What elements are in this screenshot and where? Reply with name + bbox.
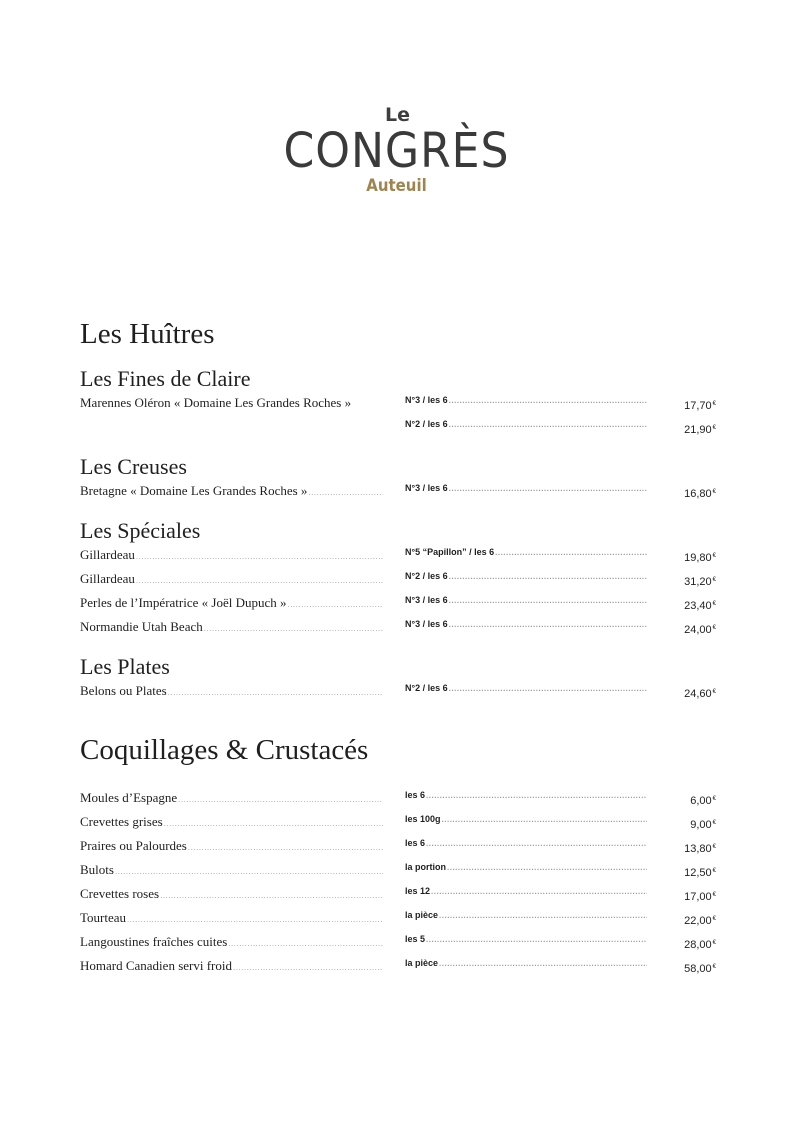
item-name: Perles de l’Impératrice « Joël Dupuch » <box>80 595 287 610</box>
dot-leader <box>495 548 647 557</box>
item-size-cell <box>405 886 647 904</box>
item-price-cell <box>684 910 716 928</box>
item-price-cell <box>684 571 716 589</box>
dot-leader <box>449 420 647 429</box>
item-size-cell <box>405 814 647 832</box>
item-name: Normandie Utah Beach <box>80 619 203 634</box>
dot-leader <box>136 552 383 561</box>
item-size: N°5 “Papillon” / les 6 <box>405 547 495 557</box>
item-name-cell <box>80 934 383 952</box>
restaurant-logo <box>0 104 793 196</box>
item-size-cell <box>405 934 647 952</box>
menu-item <box>80 934 716 952</box>
menu-item <box>80 619 716 637</box>
item-name: Gillardeau <box>80 571 135 586</box>
item-price: 17,00 <box>684 891 712 903</box>
item-name-cell <box>80 619 383 637</box>
menu-item <box>80 958 716 976</box>
currency-symbol: € <box>712 892 716 898</box>
currency-symbol: € <box>712 844 716 850</box>
dot-leader <box>439 959 647 968</box>
item-price-cell <box>690 790 716 808</box>
dot-leader <box>449 484 647 493</box>
item-name-cell <box>80 395 383 413</box>
item-price: 23,40 <box>684 600 712 612</box>
dot-leader <box>287 600 383 609</box>
item-price: 24,60 <box>684 688 712 700</box>
item-price: 12,50 <box>684 867 712 879</box>
menu-item <box>80 886 716 904</box>
subsection-title-fines: Les Fines de Claire <box>80 366 251 391</box>
item-size: la pièce <box>405 910 439 920</box>
dot-leader <box>426 935 647 944</box>
dot-leader <box>449 596 647 605</box>
item-name: Moules d’Espagne <box>80 790 178 805</box>
menu-item <box>80 790 716 808</box>
item-name-cell <box>80 683 383 701</box>
currency-symbol: € <box>712 601 716 607</box>
item-price-cell <box>684 886 716 904</box>
item-name: Tourteau <box>80 910 127 925</box>
dot-leader <box>204 624 383 633</box>
item-size: les 6 <box>405 838 426 848</box>
item-size-cell <box>405 619 647 637</box>
dot-leader <box>233 963 383 972</box>
menu-item <box>80 683 716 701</box>
item-name-cell <box>80 814 383 832</box>
item-price-cell <box>684 395 716 413</box>
item-name: Crevettes grises <box>80 814 163 829</box>
currency-symbol: € <box>712 689 716 695</box>
currency-symbol: € <box>712 820 716 826</box>
item-price-cell <box>684 862 716 880</box>
item-size-cell <box>405 547 647 565</box>
item-size: la portion <box>405 862 446 872</box>
item-name: Praires ou Palourdes <box>80 838 187 853</box>
item-name-cell <box>80 886 383 904</box>
currency-symbol: € <box>712 625 716 631</box>
item-name: Crevettes roses <box>80 886 160 901</box>
item-size-cell <box>405 790 647 808</box>
item-size: les 12 <box>405 886 431 896</box>
currency-symbol: € <box>712 553 716 559</box>
section-title-coquillages: Coquillages & Crustacés <box>80 734 369 766</box>
subsection-title-speciales: Les Spéciales <box>80 518 201 543</box>
item-size: N°3 / les 6 <box>405 395 448 405</box>
item-price-cell <box>690 814 716 832</box>
item-size: N°2 / les 6 <box>405 571 448 581</box>
menu-item <box>80 483 716 501</box>
item-size-cell <box>405 838 647 856</box>
currency-symbol: € <box>712 796 716 802</box>
dot-leader <box>308 488 383 497</box>
menu-item <box>80 814 716 832</box>
item-name-cell <box>80 910 383 928</box>
item-name: Langoustines fraîches cuites <box>80 934 228 949</box>
dot-leader <box>160 891 383 900</box>
item-price-cell <box>684 838 716 856</box>
dot-leader <box>447 863 647 872</box>
item-price: 17,70 <box>684 400 712 412</box>
dot-leader <box>426 839 647 848</box>
item-size: les 6 <box>405 790 426 800</box>
menu-item <box>80 595 716 613</box>
item-price: 13,80 <box>684 843 712 855</box>
menu-item <box>80 910 716 928</box>
item-price-cell <box>684 619 716 637</box>
dot-leader <box>442 815 647 824</box>
menu-item <box>80 395 716 413</box>
menu-item <box>80 862 716 880</box>
dot-leader <box>426 791 647 800</box>
item-name-cell <box>80 958 383 976</box>
item-price: 21,90 <box>684 424 712 436</box>
dot-leader <box>449 572 647 581</box>
item-price: 58,00 <box>684 963 712 975</box>
dot-leader <box>228 939 383 948</box>
item-name-cell <box>80 483 383 501</box>
item-size: N°3 / les 6 <box>405 483 448 493</box>
item-price-cell <box>684 958 716 976</box>
currency-symbol: € <box>712 916 716 922</box>
item-name: Marennes Oléron « Domaine Les Grandes Roches » <box>80 395 352 410</box>
dot-leader <box>449 396 647 405</box>
item-price-cell <box>684 683 716 701</box>
currency-symbol: € <box>712 489 716 495</box>
dot-leader <box>164 819 383 828</box>
dot-leader <box>136 576 383 585</box>
item-price-cell <box>684 547 716 565</box>
item-size-cell <box>405 571 647 589</box>
item-size: les 100g <box>405 814 441 824</box>
item-price: 31,20 <box>684 576 712 588</box>
item-size-cell <box>405 958 647 976</box>
currency-symbol: € <box>712 577 716 583</box>
currency-symbol: € <box>712 964 716 970</box>
currency-symbol: € <box>712 940 716 946</box>
item-name: Belons ou Plates <box>80 683 167 698</box>
item-name: Homard Canadien servi froid <box>80 958 232 973</box>
menu-item <box>80 419 716 437</box>
item-size: les 5 <box>405 934 426 944</box>
item-price: 6,00 <box>690 795 712 807</box>
item-size-cell <box>405 910 647 928</box>
item-name-cell <box>80 862 383 880</box>
item-size: N°3 / les 6 <box>405 595 448 605</box>
item-price: 28,00 <box>684 939 712 951</box>
dot-leader <box>188 843 383 852</box>
item-name-cell <box>80 547 383 565</box>
dot-leader <box>449 684 647 693</box>
item-name-cell <box>80 571 383 589</box>
item-price: 22,00 <box>684 915 712 927</box>
dot-leader <box>127 915 383 924</box>
item-size-cell <box>405 683 647 701</box>
menu-item <box>80 571 716 589</box>
item-size-cell <box>405 395 647 413</box>
item-price-cell <box>684 934 716 952</box>
logo-name: CONGRÈS <box>283 123 510 179</box>
item-price-cell <box>684 483 716 501</box>
dot-leader <box>115 867 383 876</box>
logo-place: Auteuil <box>366 176 427 196</box>
subsection-title-plates: Les Plates <box>80 654 170 679</box>
item-size-cell <box>405 483 647 501</box>
item-name: Bretagne « Domaine Les Grandes Roches » <box>80 483 308 498</box>
item-size-cell <box>405 862 647 880</box>
item-price: 24,00 <box>684 624 712 636</box>
dot-leader <box>431 887 647 896</box>
dot-leader <box>439 911 647 920</box>
item-size-cell <box>405 419 647 437</box>
item-size-cell <box>405 595 647 613</box>
item-price: 9,00 <box>690 819 712 831</box>
item-name: Bulots <box>80 862 114 877</box>
section-title-huitres: Les Huîtres <box>80 318 215 350</box>
item-price-cell <box>684 595 716 613</box>
currency-symbol: € <box>712 868 716 874</box>
item-price: 19,80 <box>684 552 712 564</box>
dot-leader <box>168 688 383 697</box>
item-name-cell <box>80 790 383 808</box>
item-size: N°3 / les 6 <box>405 619 448 629</box>
currency-symbol: € <box>712 401 716 407</box>
currency-symbol: € <box>712 425 716 431</box>
item-name-cell <box>80 595 383 613</box>
item-price: 16,80 <box>684 488 712 500</box>
item-size: N°2 / les 6 <box>405 419 448 429</box>
item-size: N°2 / les 6 <box>405 683 448 693</box>
item-size: la pièce <box>405 958 439 968</box>
dot-leader <box>449 620 647 629</box>
dot-leader <box>178 795 383 804</box>
item-name-cell <box>80 838 383 856</box>
logo-le: Le <box>385 104 410 126</box>
menu-item <box>80 838 716 856</box>
menu-item <box>80 547 716 565</box>
item-name: Gillardeau <box>80 547 135 562</box>
item-price-cell <box>684 419 716 437</box>
subsection-title-creuses: Les Creuses <box>80 454 187 479</box>
